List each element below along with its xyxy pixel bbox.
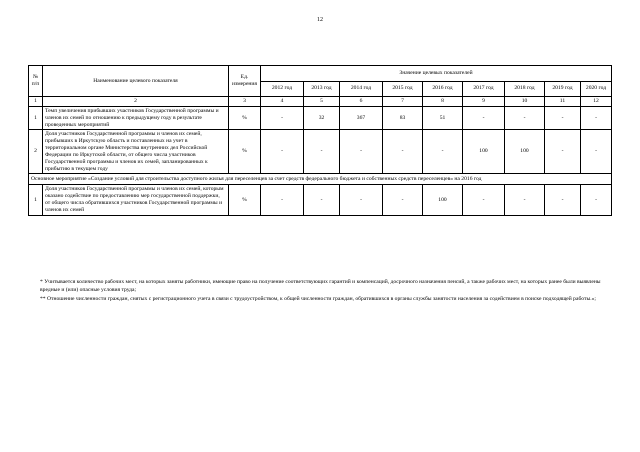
value-cell: - <box>261 130 304 174</box>
value-cell: 100 <box>423 185 463 215</box>
header-name: Наименование целевого показателя <box>43 66 229 97</box>
indicators-table <box>28 65 612 216</box>
header-year: 2019 год <box>545 81 581 97</box>
value-cell: - <box>261 107 304 130</box>
value-cell: - <box>340 130 383 174</box>
header-year: 2016 год <box>423 81 463 97</box>
header-unit: Ед. измерения <box>229 66 261 97</box>
value-cell: - <box>304 185 340 215</box>
value-cell: 32 <box>304 107 340 130</box>
header-values-group: Значение целевых показателей <box>261 66 612 82</box>
indicator-name: Доля участников Государственной программы и членов их семей, прибывших в Иркутскую область и поставленных на учет в территориальном органе Министерства внутренних дел Российской Федерации по Иркутской области, от общего числа участников Государственной программы и членов их семей, запланированных к прибытию в текущем году <box>43 130 229 174</box>
value-cell: - <box>261 185 304 215</box>
table-row <box>29 130 612 174</box>
column-index: 12 <box>581 97 612 107</box>
value-cell: - <box>581 185 612 215</box>
column-index: 1 <box>29 97 43 107</box>
column-index: 9 <box>463 97 505 107</box>
column-index: 7 <box>383 97 423 107</box>
value-cell: - <box>545 107 581 130</box>
column-index-row <box>29 97 612 107</box>
value-cell: - <box>505 107 545 130</box>
indicator-name: Доля участников Государственной программы и членов их семей, которым оказано содействие по предоставлению мер государственной поддержки, от общего числа обратившихся участников Государственной программы и членов их семей <box>43 185 229 215</box>
column-index: 4 <box>261 97 304 107</box>
value-cell: 100 <box>463 130 505 174</box>
header-year: 2013 год <box>304 81 340 97</box>
row-num: 1 <box>29 107 43 130</box>
column-index: 3 <box>229 97 261 107</box>
section-row <box>29 174 612 185</box>
value-cell: - <box>505 185 545 215</box>
value-cell: - <box>383 185 423 215</box>
column-index: 11 <box>545 97 581 107</box>
header-year: 2015 год <box>383 81 423 97</box>
value-cell: - <box>545 130 581 174</box>
row-num: 2 <box>29 130 43 174</box>
value-cell: - <box>423 130 463 174</box>
unit-cell: % <box>229 107 261 130</box>
footnotes <box>40 279 610 306</box>
column-index: 5 <box>304 97 340 107</box>
header-year: 2012 год <box>261 81 304 97</box>
footnote: * Учитывается количество рабочих мест, на которых заняты работники, имеющие право на получение соответствующих гарантий и компенсаций, досрочного назначения пенсий, а также рабочих мест, на которых ранее были выявлены вредные и (или) опасные условия труда; <box>40 279 601 293</box>
unit-cell: % <box>229 185 261 215</box>
row-num: 1 <box>29 185 43 215</box>
value-cell: 100 <box>505 130 545 174</box>
indicator-name: Темп увеличения прибывших участников Государственной программы и членов их семей по отношению к предыдущему году в результате проведенных мероприятий <box>43 107 229 130</box>
value-cell: - <box>383 130 423 174</box>
footnote: ** Отношение численности граждан, снятых с регистрационного учета в связи с трудоустройством, к общей численности граждан, обратившихся в органы службы занятости населения за содействием в поиске подходящей работы.»; <box>40 296 596 303</box>
table-row <box>29 107 612 130</box>
header-year: 2014 год <box>340 81 383 97</box>
value-cell: 367 <box>340 107 383 130</box>
unit-cell: % <box>229 130 261 174</box>
header-year: 2018 год <box>505 81 545 97</box>
value-cell: 51 <box>423 107 463 130</box>
value-cell: 83 <box>383 107 423 130</box>
table-row <box>29 185 612 215</box>
value-cell: - <box>581 107 612 130</box>
value-cell: - <box>304 130 340 174</box>
value-cell: - <box>463 107 505 130</box>
section-title: Основное мероприятие «Создание условий для строительства доступного жилья для переселенцев за счет средств федерального бюджета и собственных средств переселенцев» на 2016 год <box>29 174 612 185</box>
header-year: 2017 год <box>463 81 505 97</box>
value-cell: - <box>545 185 581 215</box>
value-cell: - <box>340 185 383 215</box>
column-index: 6 <box>340 97 383 107</box>
column-index: 2 <box>43 97 229 107</box>
column-index: 8 <box>423 97 463 107</box>
column-index: 10 <box>505 97 545 107</box>
page-number: 12 <box>317 17 323 23</box>
header-num: № п/п <box>29 66 43 97</box>
header-year: 2020 год <box>581 81 612 97</box>
value-cell: - <box>463 185 505 215</box>
value-cell: - <box>581 130 612 174</box>
